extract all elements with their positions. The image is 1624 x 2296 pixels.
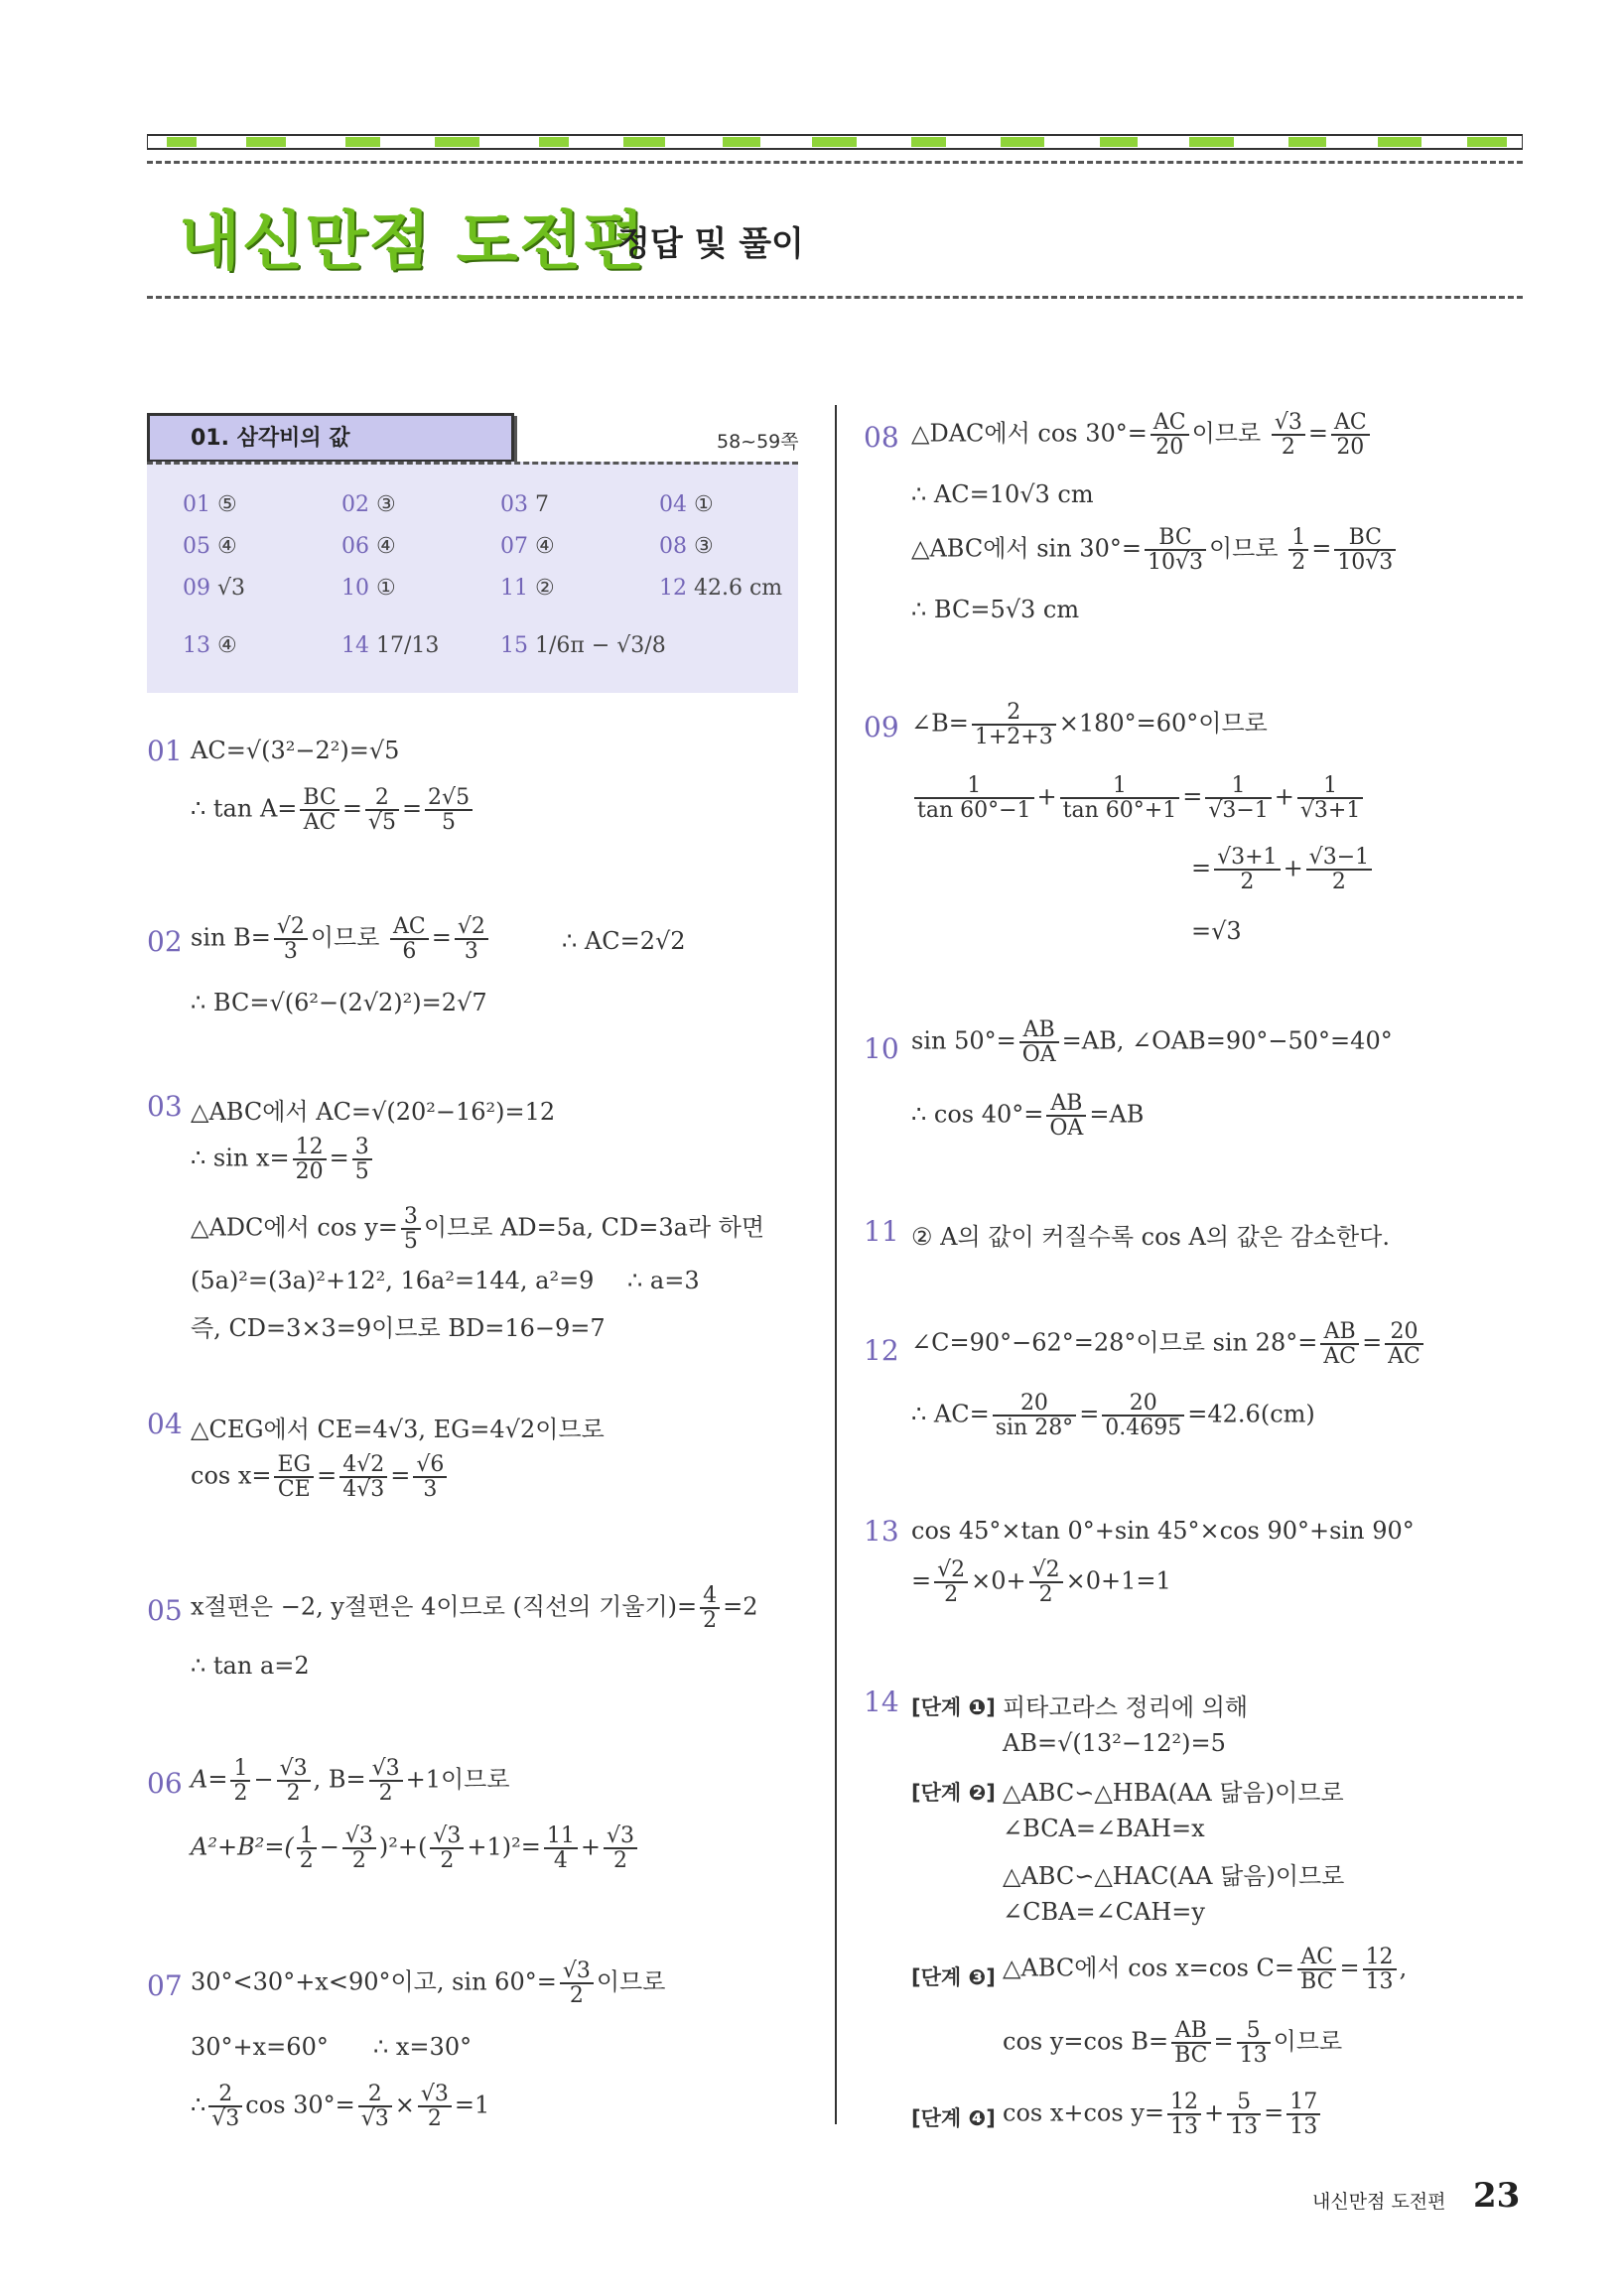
answer-item: 11 ② bbox=[500, 576, 555, 601]
solution-line: ② A의 값이 커질수록 cos A의 값은 감소한다. bbox=[911, 1223, 1390, 1251]
solution-line: ∴ x=30° bbox=[373, 2033, 473, 2061]
answer-item: 08 ③ bbox=[659, 534, 714, 559]
footer-book-label: 내신만점 도전편 bbox=[1312, 2191, 1446, 2213]
solution-line: sin 50°= $\frac{AB}{OA}$ =AB, ∠OAB=90°−50°=40° bbox=[911, 1017, 1393, 1068]
problem-number: 06 bbox=[147, 1767, 183, 1800]
answer-key-box bbox=[147, 462, 798, 693]
answer-item: 01 ⑤ bbox=[183, 492, 237, 517]
page-number: 23 bbox=[1473, 2176, 1521, 2216]
solution-line: ∴ AC=10√3 cm bbox=[911, 480, 1094, 508]
solution-line: $\frac{1}{\tan 60^\circ-1}$ + $\frac{1}{\tan 60^\circ+1}$ = $\frac{1}{√3-1}$ + $\frac{1}{√3+1}$ bbox=[911, 774, 1366, 822]
answer-item: 14 17/13 bbox=[341, 633, 440, 658]
problem-number: 09 bbox=[864, 711, 899, 743]
solution-line: ∴ BC=5√3 cm bbox=[911, 596, 1080, 623]
section-title: 01. 삼각비의 값 bbox=[191, 426, 350, 451]
solution-line: ∴ tan A= $\frac{BC}{AC}$ = $\frac{2}{√5}$ = $\frac{2√5}{5}$ bbox=[191, 786, 475, 834]
solution-line: 30°+x=60° bbox=[191, 2033, 329, 2061]
solution-line: cos x= $\frac{EG}{CE}$ = $\frac{4√2}{4√3}$ = $\frac{√6}{3}$ bbox=[191, 1453, 450, 1501]
solution-line: ∠B= $\frac{2}{1+2+3}$ ×180°=60°이므로 bbox=[911, 700, 1268, 750]
step-label: [단계 ❸] bbox=[911, 1965, 996, 1989]
problem-number: 14 bbox=[864, 1686, 899, 1718]
solution-line: cos x+cos y= $\frac{12}{13}$ + $\frac{5}{13}$ = $\frac{17}{13}$ bbox=[1003, 2091, 1323, 2138]
problem-number: 12 bbox=[864, 1334, 899, 1367]
answer-item: 05 ④ bbox=[183, 534, 237, 559]
book-title: 내신만점 도전편 bbox=[179, 205, 647, 279]
problem-number: 11 bbox=[864, 1215, 899, 1248]
problem-number: 05 bbox=[147, 1594, 183, 1627]
answer-item: 07 ④ bbox=[500, 534, 555, 559]
solution-line: 즉, CD=3×3=9이므로 BD=16−9=7 bbox=[191, 1314, 606, 1342]
solution-line: △ABC에서 cos x=cos C= $\frac{AC}{BC}$ = $\frac{12}{13}$ , bbox=[1003, 1945, 1408, 1995]
solution-line: A= $\frac{1}{2}$ − $\frac{√3}{2}$ , B= $\frac{√3}{2}$ +1이므로 bbox=[191, 1756, 510, 1807]
answer-item: 09 √3 bbox=[183, 576, 246, 601]
answer-item: 02 ③ bbox=[341, 492, 396, 517]
solution-line: ∠BCA=∠BAH=x bbox=[1003, 1815, 1205, 1842]
solution-line: 30°<30°+x<90°이고, sin 60°= $\frac{√3}{2}$ 이므로 bbox=[191, 1958, 666, 2009]
solution-line: AB=√(13²−12²)=5 bbox=[1003, 1729, 1226, 1757]
solution-line: △ABC∽△HBA(AA 닮음)이므로 bbox=[1003, 1779, 1344, 1807]
problem-number: 01 bbox=[147, 735, 183, 767]
problem-number: 03 bbox=[147, 1090, 183, 1123]
solution-line: △ABC에서 sin 30°= $\frac{BC}{10√3}$ 이므로 $\frac{1}{2}$ = $\frac{BC}{10√3}$ bbox=[911, 526, 1399, 574]
solution-line: A²+B²=( $\frac{1}{2}$ − $\frac{√3}{2}$ )²+( $\frac{√3}{2}$ +1)²= $\frac{11}{4}$ + $\frac{√3}{2}$ bbox=[191, 1824, 640, 1872]
solution-line: (5a)²=(3a)²+12², 16a²=144, a²=9 bbox=[191, 1267, 595, 1294]
solution-line: △CEG에서 CE=4√3, EG=4√2이므로 bbox=[191, 1416, 605, 1443]
solution-line: ∠CBA=∠CAH=y bbox=[1003, 1898, 1205, 1926]
solution-line: AC=√(3²−2²)=√5 bbox=[191, 737, 400, 764]
answer-item: 10 ① bbox=[341, 576, 396, 601]
solution-line: = $\frac{√2}{2}$ ×0+ $\frac{√2}{2}$ ×0+1=1 bbox=[911, 1557, 1171, 1608]
answer-item: 04 ① bbox=[659, 492, 714, 517]
solution-line: =√3 bbox=[1191, 917, 1242, 945]
step-label: [단계 ❷] bbox=[911, 1781, 996, 1805]
solution-line: ∴ cos 40°= $\frac{AB}{OA}$ =AB bbox=[911, 1091, 1145, 1142]
solution-line: = $\frac{√3+1}{2}$ + $\frac{√3-1}{2}$ bbox=[1191, 846, 1375, 893]
solution-line: ∴ sin x= $\frac{12}{20}$ = $\frac{3}{5}$ bbox=[191, 1136, 375, 1183]
header-divider-bottom bbox=[147, 296, 1523, 299]
solution-line: ∴ $\frac{2}{√3}$ cos 30°= $\frac{2}{√3}$ × $\frac{√3}{2}$ =1 bbox=[191, 2082, 490, 2132]
solution-line: ∴ BC=√(6²−(2√2)²)=2√7 bbox=[191, 989, 487, 1016]
answer-item: 06 ④ bbox=[341, 534, 396, 559]
solution-line: cos 45°×tan 0°+sin 45°×cos 90°+sin 90° bbox=[911, 1517, 1415, 1545]
answer-item: 12 42.6 cm bbox=[659, 576, 783, 601]
solution-line: 피타고라스 정리에 의해 bbox=[1003, 1693, 1249, 1721]
header-decoration-bar bbox=[147, 133, 1523, 151]
solution-line: ∴ tan a=2 bbox=[191, 1652, 310, 1680]
answer-item: 15 1/6π − √3/8 bbox=[500, 633, 666, 658]
solution-line: ∠C=90°−62°=28°이므로 sin 28°= $\frac{AB}{AC}$ = $\frac{20}{AC}$ bbox=[911, 1320, 1426, 1368]
answer-item: 13 ④ bbox=[183, 633, 237, 658]
solution-line: △ABC에서 AC=√(20²−16²)=12 bbox=[191, 1098, 556, 1126]
solution-line: sin B= $\frac{√2}{3}$ 이므로 $\frac{AC}{6}$ = $\frac{√2}{3}$ bbox=[191, 915, 491, 963]
column-divider bbox=[835, 405, 837, 2124]
book-subtitle: 정답 및 풀이 bbox=[617, 224, 804, 264]
step-label: [단계 ❶] bbox=[911, 1695, 996, 1719]
solution-line: ∴ a=3 bbox=[627, 1267, 700, 1294]
problem-number: 10 bbox=[864, 1032, 899, 1065]
solution-line: △DAC에서 cos 30°= $\frac{AC}{20}$ 이므로 $\frac{√3}{2}$ = $\frac{AC}{20}$ bbox=[911, 411, 1373, 459]
solution-line: △ABC∽△HAC(AA 닮음)이므로 bbox=[1003, 1862, 1345, 1890]
problem-number: 08 bbox=[864, 421, 899, 454]
step-label: [단계 ❹] bbox=[911, 2106, 996, 2130]
solution-line: △ADC에서 cos y= $\frac{3}{5}$ 이므로 AD=5a, CD=3a라 하면 bbox=[191, 1204, 765, 1255]
header-divider-top bbox=[147, 161, 1523, 164]
page-range: 58~59쪽 bbox=[717, 431, 799, 453]
problem-number: 13 bbox=[864, 1515, 899, 1548]
solution-line: ∴ AC=2√2 bbox=[562, 927, 686, 955]
problem-number: 02 bbox=[147, 925, 183, 958]
answer-item: 03 7 bbox=[500, 492, 549, 517]
problem-number: 04 bbox=[147, 1408, 183, 1440]
solution-line: x절편은 −2, y절편은 4이므로 (직선의 기울기)= $\frac{4}{2}$ =2 bbox=[191, 1583, 758, 1634]
solution-line: cos y=cos B= $\frac{AB}{BC}$ = $\frac{5}{13}$ 이므로 bbox=[1003, 2018, 1343, 2069]
solution-line: ∴ AC= $\frac{20}{\sin 28^\circ}$ = $\frac{20}{0.4695}$ =42.6(cm) bbox=[911, 1391, 1315, 1441]
problem-number: 07 bbox=[147, 1969, 183, 2002]
